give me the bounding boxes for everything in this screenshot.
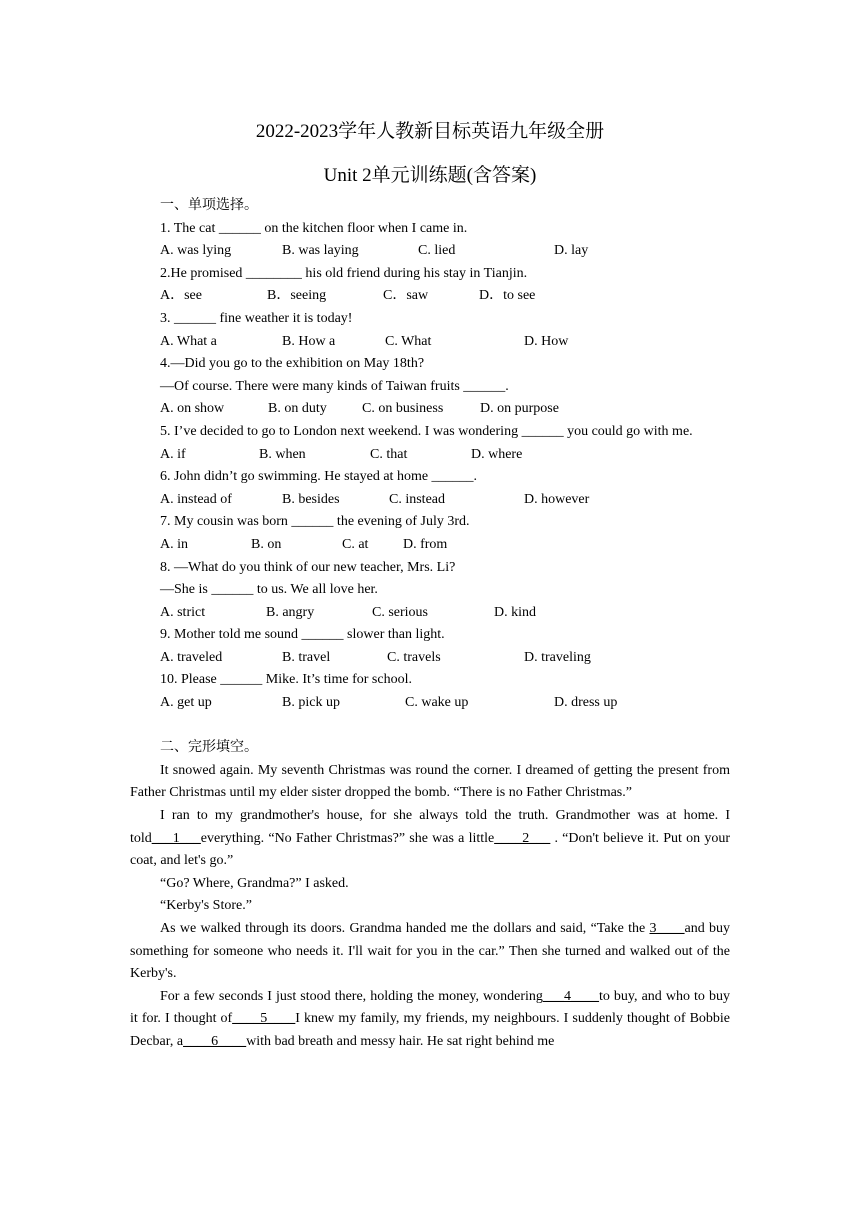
- option-d: D. where: [471, 446, 523, 462]
- cloze-paragraph: It snowed again. My seventh Christmas was round the corner. I dreamed of getting the present from Father Christmas until my elder sister dropped the bomb. “There is no Father Christmas.”: [130, 762, 730, 801]
- option-b: B．seeing: [267, 288, 327, 304]
- cloze-text: I ran to my grandmother's house, for she always told the truth. Grandmother was at home. I told: [130, 808, 730, 846]
- cloze-paragraph: [130, 918, 730, 986]
- cloze-text: . “Don't believe it. Put on your coat, and let's go.”: [130, 830, 730, 869]
- option-d: D. on purpose: [480, 401, 559, 417]
- cloze-text: with bad breath and messy hair. He sat right behind me: [246, 1033, 555, 1049]
- option-a: A. What a: [160, 333, 217, 349]
- cloze-text: I knew my family, my friends, my neighbours. I suddenly thought of Bobbie Decbar, a: [130, 1011, 731, 1049]
- question-stem: 6. John didn’t go swimming. He stayed at home ______.: [160, 469, 478, 485]
- cloze-text: For a few seconds I just stood there, holding the money, wondering: [160, 988, 543, 1004]
- option-d: D. How: [524, 333, 569, 349]
- question-options: [130, 331, 730, 354]
- option-a: A. instead of: [160, 491, 232, 507]
- option-a: A．see: [160, 288, 202, 304]
- option-b: B. besides: [282, 491, 340, 507]
- option-c: C．saw: [383, 288, 429, 304]
- section-heading-cloze: 二、完形填空。: [160, 740, 258, 756]
- option-b: B. when: [259, 446, 306, 462]
- option-a: A. get up: [160, 695, 212, 711]
- option-d: D. however: [524, 491, 590, 507]
- question-stem: 4.—Did you go to the exhibition on May 18th?: [160, 356, 425, 372]
- question-options: [130, 647, 730, 670]
- cloze-text: everything. “No Father Christmas?” she was a little: [200, 830, 495, 846]
- question-options: [130, 285, 730, 308]
- document-body: [130, 195, 730, 1054]
- option-d: D. dress up: [554, 695, 618, 711]
- option-b: B. on duty: [268, 401, 327, 417]
- cloze-blank-4: ___4____: [542, 988, 599, 1004]
- option-a: A. traveled: [160, 649, 223, 665]
- option-c: C. instead: [389, 491, 445, 507]
- question-options: [130, 444, 730, 467]
- option-c: C. serious: [372, 604, 428, 620]
- cloze-text: As we walked through its doors. Grandma handed me the dollars and said, “Take the: [160, 921, 650, 936]
- option-d: D. from: [403, 536, 448, 552]
- option-a: A. on show: [160, 401, 225, 417]
- option-b: B. angry: [266, 604, 315, 620]
- option-c: C. wake up: [405, 695, 469, 711]
- question-options: [130, 692, 730, 715]
- option-b: B. How a: [282, 333, 336, 349]
- cloze-paragraph: [130, 805, 730, 873]
- option-a: A. in: [160, 536, 188, 552]
- cloze-paragraph: “Kerby's Store.”: [160, 898, 252, 914]
- option-c: C. What: [385, 333, 432, 349]
- question-stem: 8. —What do you think of our new teacher, Mrs. Li?: [160, 559, 456, 575]
- option-c: C. on business: [362, 401, 444, 417]
- option-d: D. kind: [494, 604, 536, 620]
- option-a: A. was lying: [160, 243, 232, 259]
- cloze-paragraph: “Go? Where, Grandma?” I asked.: [160, 875, 349, 891]
- question-options: [130, 602, 730, 625]
- cloze-text: to buy, and who to buy it for. I thought of: [130, 988, 730, 1027]
- option-a: A. if: [160, 446, 186, 462]
- cloze-paragraph: [130, 986, 730, 1054]
- option-b: B. on: [251, 536, 282, 552]
- spacer: [130, 715, 730, 738]
- option-c: C. travels: [387, 649, 441, 665]
- option-b: B. was laying: [282, 243, 359, 259]
- question-stem: 3. ______ fine weather it is today!: [160, 310, 353, 326]
- option-d: D．to see: [479, 288, 536, 304]
- question-stem: 10. Please ______ Mike. It’s time for school.: [160, 672, 412, 688]
- question-stem-continued: —Of course. There were many kinds of Taiwan fruits ______.: [160, 378, 509, 394]
- section-heading-single-choice: 一、单项选择。: [160, 198, 258, 213]
- option-a: A. strict: [160, 604, 206, 620]
- cloze-blank-2: ____2___: [494, 830, 551, 846]
- option-c: C. lied: [418, 243, 456, 259]
- option-b: B. travel: [282, 649, 331, 665]
- question-stem: 7. My cousin was born ______ the evening of July 3rd.: [160, 514, 470, 530]
- option-c: C. at: [342, 536, 369, 552]
- cloze-blank-6: ____6____: [183, 1033, 247, 1049]
- option-c: C. that: [370, 446, 408, 462]
- document-subtitle: Unit 2单元训练题(含答案): [323, 165, 537, 186]
- cloze-blank-5: ____5____: [232, 1011, 296, 1027]
- cloze-blank-3: 3____: [649, 921, 685, 936]
- question-options: [130, 489, 730, 512]
- question-options: [130, 534, 730, 557]
- option-b: B. pick up: [282, 695, 340, 711]
- question-stem: 1. The cat ______ on the kitchen floor when I came in.: [160, 220, 468, 236]
- question-options: [130, 240, 730, 263]
- cloze-blank-1: ___1___: [151, 830, 201, 846]
- cloze-text: and buy something for someone who needs it. I'll wait for you in the car.” Then she turned and walked out of the Kerby's.: [130, 921, 730, 982]
- question-stem: 9. Mother told me sound ______ slower than light.: [160, 627, 445, 643]
- option-d: D. lay: [554, 243, 589, 259]
- option-d: D. traveling: [524, 649, 591, 665]
- question-stem: 2.He promised ________ his old friend during his stay in Tianjin.: [160, 265, 528, 281]
- document-title: 2022-2023学年人教新目标英语九年级全册: [255, 121, 605, 142]
- question-stem: 5. I’ve decided to go to London next weekend. I was wondering ______ you could go with me.: [160, 423, 693, 439]
- question-stem-continued: —She is ______ to us. We all love her.: [160, 582, 378, 598]
- question-options: [130, 398, 730, 421]
